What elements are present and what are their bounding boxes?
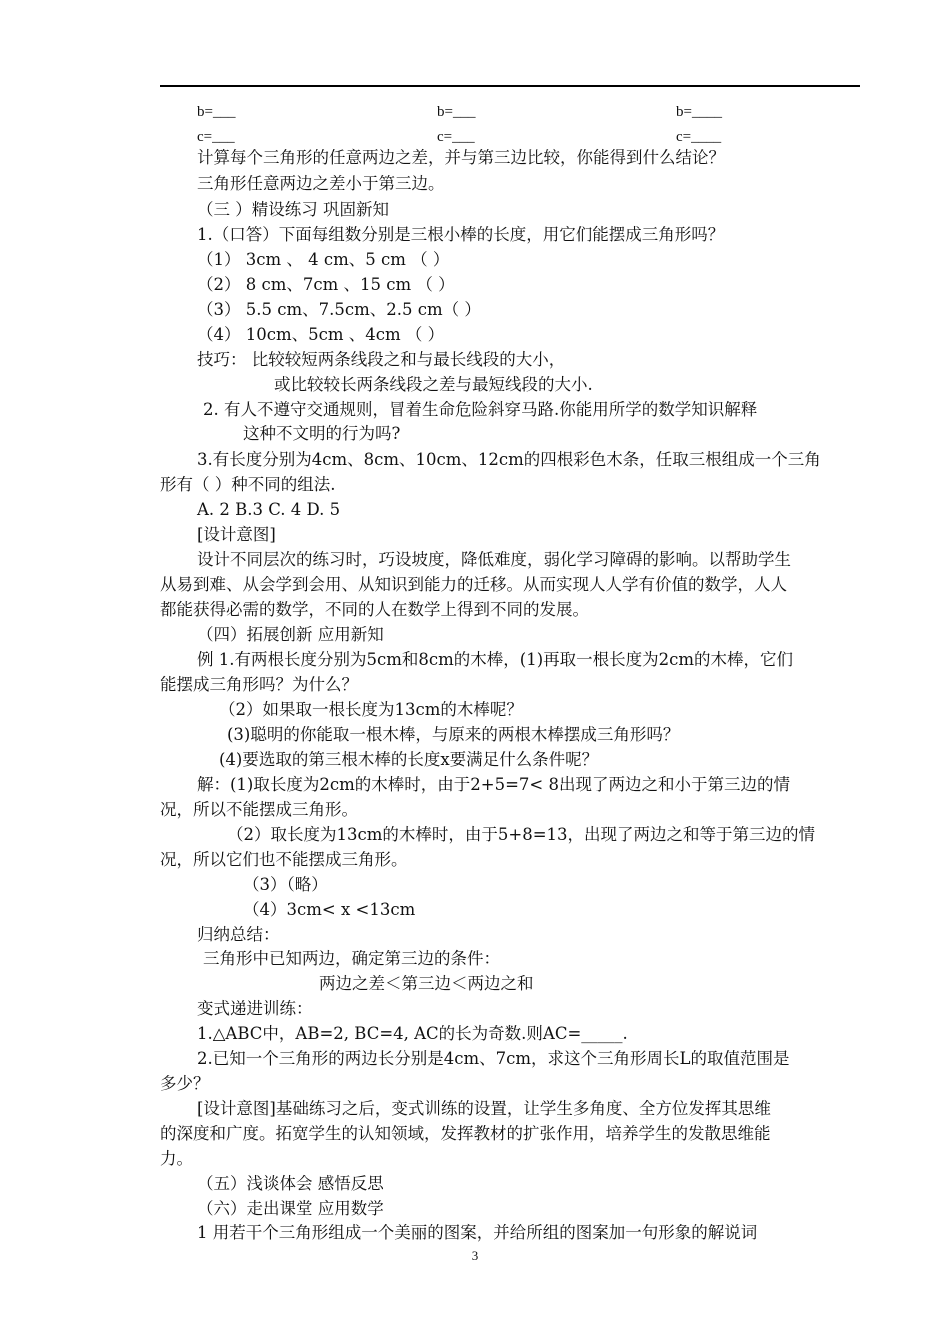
section-heading: （三 ）精设练习 巩固新知 bbox=[197, 200, 389, 219]
question-3: 形有（ ）种不同的组法. bbox=[160, 475, 336, 494]
page-number: 3 bbox=[471, 1248, 479, 1263]
paragraph-line: 都能获得必需的数学，不同的人在数学上得到不同的发展。 bbox=[160, 600, 589, 619]
question-1-item: （1） 3cm 、 4 cm、5 cm （ ） bbox=[197, 250, 450, 269]
question-3-options: A. 2 B.3 C. 4 D. 5 bbox=[197, 500, 341, 519]
paragraph-line: [设计意图]基础练习之后，变式训练的设置，让学生多角度、全方位发挥其思维 bbox=[197, 1099, 771, 1118]
blank-b-2: b=___ bbox=[437, 104, 476, 120]
solution-line: （3）（略） bbox=[243, 875, 328, 894]
paragraph-line: 的深度和广度。拓宽学生的认知领域，发挥教材的扩张作用，培养学生的发散思维能 bbox=[160, 1124, 771, 1143]
section-heading: （六）走出课堂 应用数学 bbox=[197, 1199, 384, 1218]
blank-c-3: c=____ bbox=[676, 129, 722, 145]
activity-line: 1 用若干个三角形组成一个美丽的图案，并给所组的图案加一句形象的解说词 bbox=[197, 1223, 758, 1242]
tip-line: 或比较较长两条线段之差与最短线段的大小. bbox=[274, 375, 593, 394]
question-1-item: （4） 10cm、5cm 、4cm （ ） bbox=[197, 325, 445, 344]
practice-question-2: 多少？ bbox=[160, 1074, 210, 1093]
practice-question-1: 1.△ABC中，AB=2, BC=4, AC的长为奇数.则AC=_____. bbox=[197, 1024, 628, 1043]
header-rule bbox=[160, 85, 860, 87]
paragraph-line: 设计不同层次的练习时，巧设坡度，降低难度，弱化学习障碍的影响。以帮助学生 bbox=[197, 550, 791, 569]
tip-line: 技巧： 比较较短两条线段之和与最长线段的大小， bbox=[197, 350, 566, 369]
blank-c-1: c=___ bbox=[197, 129, 235, 145]
design-intent-label: [设计意图] bbox=[197, 525, 276, 544]
example-line: (4)要选取的第三根木棒的长度x要满足什么条件呢？ bbox=[219, 750, 599, 769]
example-line: 例 1.有两根长度分别为5cm和8cm的木棒，(1)再取一根长度为2cm的木棒，它们 bbox=[197, 650, 794, 669]
paragraph-line: 从易到难、从会学到会用、从知识到能力的迁移。从而实现人人学有价值的数学，人人 bbox=[160, 575, 787, 594]
question-1-item: （3） 5.5 cm、7.5cm、2.5 cm（ ） bbox=[197, 300, 481, 319]
solution-line: （2）取长度为13cm的木棒时，由于5+8=13，出现了两边之和等于第三边的情 bbox=[227, 825, 816, 844]
blank-b-3: b=____ bbox=[676, 104, 722, 120]
question-1-item: （2） 8 cm、7cm 、15 cm （ ） bbox=[197, 275, 455, 294]
paragraph-line: 力。 bbox=[160, 1149, 193, 1168]
question-3: 3.有长度分别为4cm、8cm、10cm、12cm的四根彩色木条，任取三根组成一个三角 bbox=[197, 450, 821, 469]
question-2: 这种不文明的行为吗? bbox=[243, 424, 401, 443]
question-1: 1.（口答）下面每组数分别是三根小棒的长度，用它们能摆成三角形吗？ bbox=[197, 225, 725, 244]
solution-line: （4）3cm< x <13cm bbox=[243, 900, 416, 919]
example-line: 能摆成三角形吗？为什么？ bbox=[160, 675, 358, 694]
solution-line: 解：(1)取长度为2cm的木棒时，由于2+5=7< 8出现了两边之和小于第三边的情 bbox=[197, 775, 790, 794]
summary-line: 三角形中已知两边，确定第三边的条件： bbox=[203, 949, 500, 968]
solution-line: 况，所以不能摆成三角形。 bbox=[160, 800, 358, 819]
example-line: (3)聪明的你能取一根木棒，与原来的两根木棒摆成三角形吗？ bbox=[227, 725, 680, 744]
text-line: 三角形任意两边之差小于第三边。 bbox=[197, 174, 445, 193]
section-heading: （四）拓展创新 应用新知 bbox=[197, 625, 384, 644]
summary-formula: 两边之差＜第三边＜两边之和 bbox=[319, 974, 534, 993]
blank-c-2: c=___ bbox=[437, 129, 475, 145]
solution-line: 况，所以它们也不能摆成三角形。 bbox=[160, 850, 408, 869]
section-heading: （五）浅谈体会 感悟反思 bbox=[197, 1174, 384, 1193]
text-line: 计算每个三角形的任意两边之差，并与第三边比较，你能得到什么结论？ bbox=[197, 148, 725, 167]
example-line: （2）如果取一根长度为13cm的木棒呢？ bbox=[219, 700, 523, 719]
question-2: 2. 有人不遵守交通规则，冒着生命危险斜穿马路.你能用所学的数学知识解释 bbox=[203, 400, 758, 419]
practice-question-2: 2.已知一个三角形的两边长分别是4cm、7cm，求这个三角形周长L的取值范围是 bbox=[197, 1049, 790, 1068]
blank-b-1: b=___ bbox=[197, 104, 236, 120]
summary-heading: 归纳总结： bbox=[197, 925, 280, 944]
practice-heading: 变式递进训练： bbox=[197, 999, 313, 1018]
